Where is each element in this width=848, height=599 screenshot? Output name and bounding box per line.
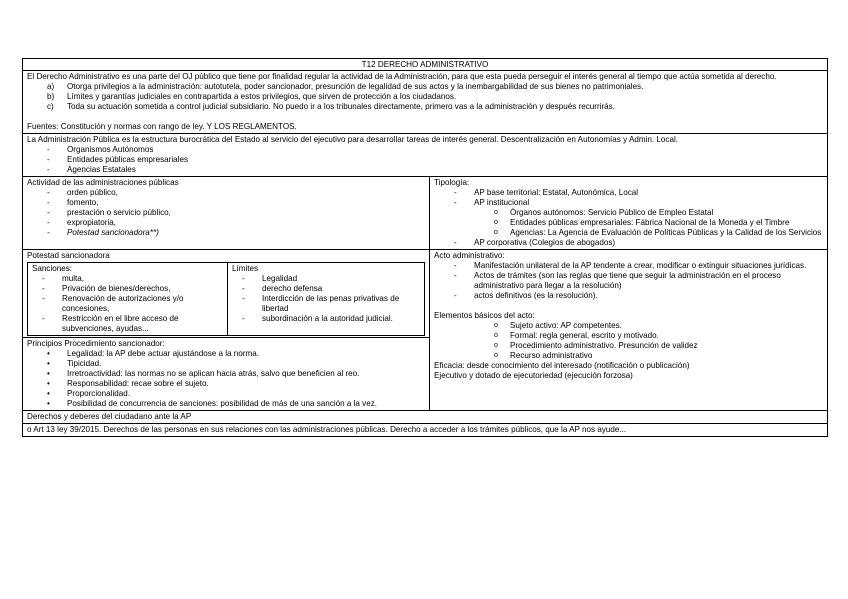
limits-cell xyxy=(228,263,424,335)
list-item: • Proporcionalidad. xyxy=(47,389,425,399)
elements-heading: Elementos básicos del acto: xyxy=(434,311,535,320)
principles-list xyxy=(27,349,425,409)
principles-section xyxy=(23,337,429,410)
list-item: - Potestad sancionadora**) xyxy=(47,228,425,238)
activities-heading: Actividad de las administraciones públicas xyxy=(27,178,179,187)
list-item: - Manifestación unilateral de la AP tendente a crear, modificar o extinguir situaciones jurídicas. xyxy=(454,261,823,271)
list-item: o Formal: regla general, escrito y motivado. xyxy=(494,331,823,341)
executive-text: Ejecutivo y dotado de ejecutoriedad (ejecución forzosa) xyxy=(434,371,633,380)
list-item: a) Otorga privilegios a la administración: autotutela, poder sancionador, presunción de legalidad de sus actos y la inembargabilidad de sus bienes no patrimoniales. xyxy=(47,82,644,91)
list-item: - Agencias Estatales xyxy=(47,165,823,175)
admin-act-list xyxy=(434,261,823,301)
admin-act-heading: Acto administrativo: xyxy=(434,251,505,260)
sanctions-list xyxy=(32,274,223,334)
rights-text: o Art 13 ley 39/2015. Derechos de las personas en sus relaciones con las administraciones públicas. Derecho a acceder a los trámites públicos, que la AP nos ayude... xyxy=(27,425,627,434)
list-item: • Tipicidad. xyxy=(47,359,425,369)
sources-text: Fuentes: Constitución y normas con rango de ley. Y LOS REGLAMENTOS. xyxy=(27,122,297,131)
principles-heading: Principios Procedimiento sancionador: xyxy=(27,339,165,348)
list-item: - Privación de bienes/derechos, xyxy=(42,284,223,294)
sanctioning-cell xyxy=(23,250,430,410)
sublist-item: o Entidades públicas empresariales: Fábrica Nacional de la Moneda y el Timbre xyxy=(494,218,823,228)
list-item: - multa, xyxy=(42,274,223,284)
sublist-item: o Órganos autónomos: Servicio Público de Empleo Estatal xyxy=(494,208,823,218)
efficacy-text: Eficacia: desde conocimiento del interesado (notificación o publicación) xyxy=(434,361,690,370)
list-item: - Renovación de autorizaciones y/o concesiones, xyxy=(42,294,223,314)
activities-typology-row xyxy=(23,177,827,250)
public-admin-section xyxy=(23,134,827,177)
rights-heading: Derechos y deberes del ciudadano ante la AP xyxy=(23,411,827,424)
activities-list xyxy=(27,188,425,238)
intro-text: El Derecho Administrativo es una parte del OJ público que tiene por finalidad regular la actividad de la Administración, para que esta pueda perseguir el interés general al tiempo que actúa sometida al derecho. xyxy=(27,72,777,81)
list-item: c) Toda su actuación sometida a control judicial subsidiario. No puedo ir a los tribunales directamente, primero vas a la administración y después recurrirás. xyxy=(47,102,615,111)
list-item: • Irretroactividad: las normas no se aplican hacia atrás, salvo que beneficien al reo. xyxy=(47,369,425,379)
list-item: b) Límites y garantías judiciales en contrapartida a estos privilegios, que sirven de protección a los ciudadanos. xyxy=(47,92,457,101)
sanction-act-row xyxy=(23,250,827,411)
sublist-item: o Agencias: La Agencia de Evaluación de Políticas Públicas y la Calidad de los Servicios xyxy=(494,228,823,238)
typology-list xyxy=(434,188,823,248)
list-item: - fomento, xyxy=(47,198,425,208)
public-admin-list xyxy=(27,145,823,175)
sanctions-limits-table xyxy=(27,262,425,336)
list-item: - AP base territorial: Estatal, Autonómica, Local xyxy=(454,188,823,198)
limits-label: Límites xyxy=(232,264,259,273)
elements-list xyxy=(434,321,823,361)
limits-list xyxy=(232,274,420,324)
list-item: - subordinación a la autoridad judicial. xyxy=(242,314,420,324)
list-item: - Actos de trámites (son las reglas que tiene que seguir la administración en el proceso administrativo para llegar a la resolución) xyxy=(454,271,823,291)
list-item: - Restricción en el libre acceso de subvenciones, ayudas... xyxy=(42,314,223,334)
public-admin-text: La Administración Pública es la estructura burocrática del Estado al servicio del ejecutivo para desarrollar tareas de interés general. Descentralización en Autonomías y Admin. Local. xyxy=(27,135,678,144)
list-item: - expropiatoria, xyxy=(47,218,425,228)
sublist xyxy=(474,208,823,238)
list-item: - AP institucional o Órganos autónomos: Servicio Público de Empleo Estatal o Entidades públicas empresariales: Fábrica Nacional de la Moneda y el Timbre o Agencias: La Agencia de Evaluación de Políticas Públicas y la Calidad de los Servicios xyxy=(454,198,823,238)
intro-section xyxy=(23,71,827,134)
list-item: - derecho defensa xyxy=(242,284,420,294)
document-table xyxy=(22,58,828,437)
typology-cell xyxy=(430,177,827,249)
list-item: - Legalidad xyxy=(242,274,420,284)
page-title: T12 DERECHO ADMINISTRATIVO xyxy=(23,59,827,71)
list-item: • Responsabilidad: recae sobre el sujeto. xyxy=(47,379,425,389)
admin-act-cell xyxy=(430,250,827,410)
list-item: o Sujeto activo: AP competentes. xyxy=(494,321,823,331)
sanctions-label: Sanciones: xyxy=(32,264,73,273)
typology-heading: Tipología: xyxy=(434,178,470,187)
list-item: - Entidades públicas empresariales xyxy=(47,155,823,165)
activities-cell xyxy=(23,177,430,249)
intro-list xyxy=(27,82,823,112)
list-item: - orden público, xyxy=(47,188,425,198)
sanctions-cell xyxy=(28,263,228,335)
list-item: • Legalidad: la AP debe actuar ajustándose a la norma. xyxy=(47,349,425,359)
list-item: o Procedimiento administrativo. Presunción de validez xyxy=(494,341,823,351)
list-item: - Interdicción de las penas privativas de libertad xyxy=(242,294,420,314)
list-item: - Organismos Autónomos xyxy=(47,145,823,155)
list-item: o Recurso administrativo xyxy=(494,351,823,361)
list-item: • Posibilidad de concurrencia de sanciones: posibilidad de más de una sanción a la vez. xyxy=(47,399,425,409)
list-item: - AP corporativa (Colegios de abogados) xyxy=(454,238,823,248)
list-item: - prestación o servicio público, xyxy=(47,208,425,218)
list-item: - actos definitivos (es la resolución). xyxy=(454,291,823,301)
sanctioning-heading: Potestad sancionadora xyxy=(27,251,110,260)
